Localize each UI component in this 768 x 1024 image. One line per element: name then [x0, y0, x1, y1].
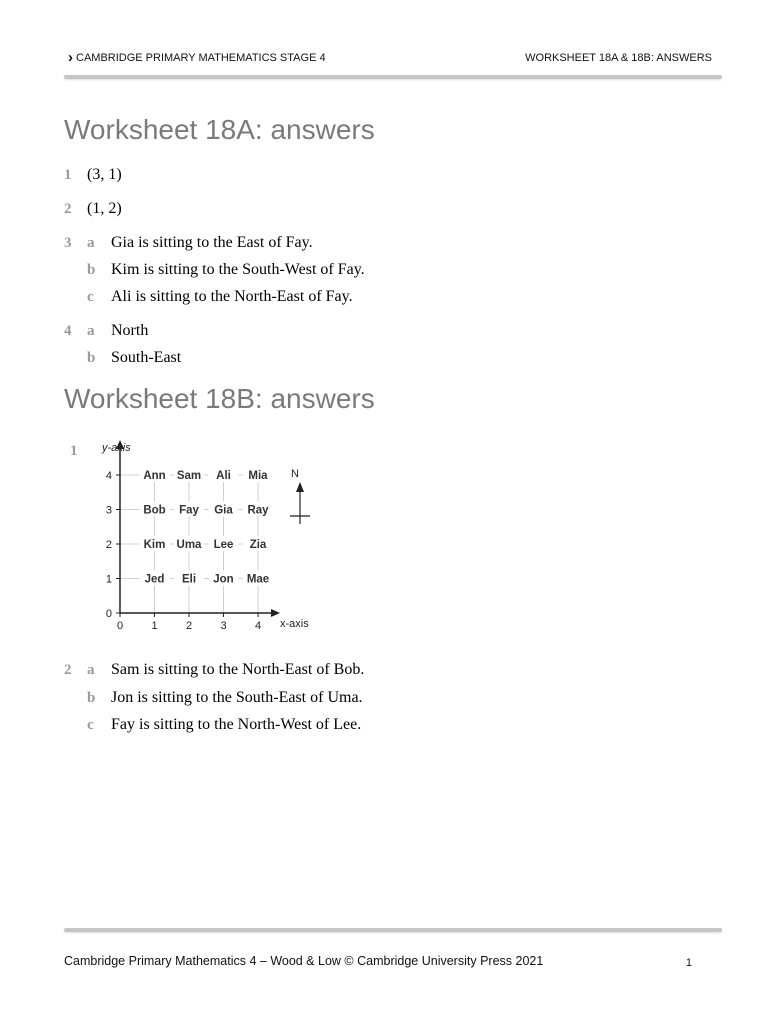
seating-grid-diagram [96, 436, 336, 636]
y-tick-label: 0 [105, 608, 112, 620]
question-number: 2 [64, 662, 72, 678]
x-tick-label: 1 [151, 620, 158, 632]
seat-name: Mia [248, 470, 268, 482]
seat-name: Ray [247, 504, 269, 517]
header-worksheet-title: WORKSHEET 18A & 18B: ANSWERS [525, 52, 712, 64]
chevron-right-icon: › [68, 48, 73, 66]
seat-name: Uma [176, 539, 202, 551]
seat-name: Jed [144, 573, 165, 586]
seat-name: Fay [179, 504, 199, 517]
answer-text: (1, 2) [87, 200, 122, 217]
compass-north-label: N [291, 468, 299, 480]
answer-text: Sam is sitting to the North-East of Bob. [111, 661, 365, 678]
footer-copyright: Cambridge Primary Mathematics 4 – Wood & Low © Cambridge University Press 2021 [64, 954, 544, 968]
part-letter: b [87, 350, 96, 366]
footer-divider [64, 928, 722, 932]
part-letter: b [87, 262, 96, 278]
y-axis-label: y-axis [102, 442, 131, 454]
seat-name: Gia [214, 504, 233, 517]
answer-text: South-East [111, 349, 182, 366]
answer-text: Fay is sitting to the North-West of Lee. [111, 716, 362, 733]
question-number: 4 [64, 323, 72, 339]
question-number: 2 [64, 201, 72, 217]
header-series-title: CAMBRIDGE PRIMARY MATHEMATICS STAGE 4 [76, 52, 326, 64]
part-letter: a [87, 235, 95, 251]
answer-text: Kim is sitting to the South-West of Fay. [111, 261, 365, 278]
x-axis-label: x-axis [280, 618, 309, 630]
answer-text: (3, 1) [87, 166, 122, 183]
y-tick-label: 1 [105, 573, 112, 586]
worksheet-18a-title: Worksheet 18A: answers [64, 114, 375, 145]
question-number: 1 [64, 167, 72, 183]
seat-name: Eli [181, 573, 197, 586]
y-tick-label: 4 [105, 470, 112, 482]
header-left [68, 48, 326, 66]
seat-name: Jon [213, 573, 234, 586]
seat-names [140, 467, 274, 586]
answer-text: Gia is sitting to the East of Fay. [111, 234, 313, 251]
y-tick-label: 3 [105, 504, 112, 517]
compass-arrow-icon [296, 482, 304, 492]
question-number: 3 [64, 235, 72, 251]
worksheet-18b-title: Worksheet 18B: answers [64, 383, 375, 414]
seat-name: Lee [213, 539, 234, 551]
x-tick-label: 0 [116, 620, 124, 632]
answer-text: Ali is sitting to the North-East of Fay. [111, 288, 353, 305]
part-letter: c [87, 717, 94, 733]
x-tick-label: 4 [254, 620, 262, 632]
seat-name: Sam [176, 470, 202, 482]
seat-name: Ann [143, 470, 166, 482]
question-number: 1 [70, 443, 78, 459]
seat-name: Zia [249, 539, 267, 551]
answer-text: North [111, 322, 149, 339]
seat-name: Mae [246, 573, 270, 586]
x-tick-label: 3 [220, 620, 227, 632]
page-header [64, 50, 712, 70]
part-letter: b [87, 690, 96, 706]
page-number: 1 [685, 957, 692, 969]
seat-name: Bob [143, 504, 166, 517]
part-letter: a [87, 662, 95, 678]
north-compass-icon [290, 468, 310, 524]
x-axis-arrow-icon [271, 609, 280, 617]
seat-name: Ali [216, 470, 231, 482]
part-letter: a [87, 323, 95, 339]
y-tick-label: 2 [105, 539, 112, 551]
x-tick-label: 2 [185, 620, 193, 632]
answer-text: Jon is sitting to the South-East of Uma. [111, 689, 363, 706]
seat-name: Kim [143, 539, 166, 551]
part-letter: c [87, 289, 94, 305]
header-divider [64, 75, 722, 79]
